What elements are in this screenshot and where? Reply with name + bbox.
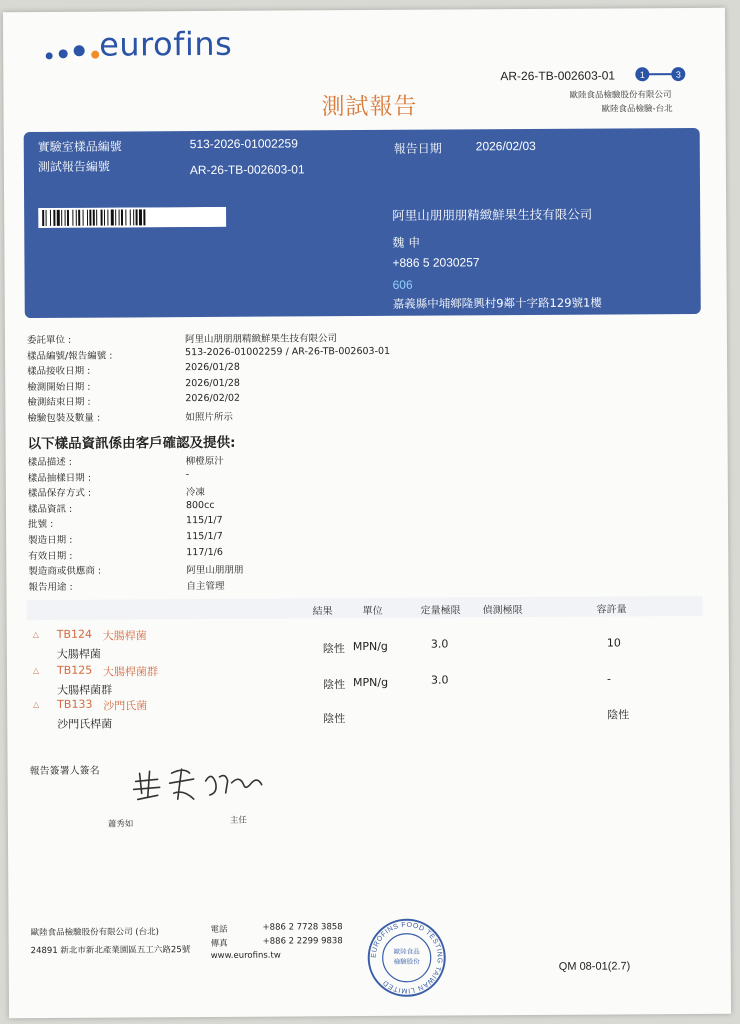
report-page bbox=[3, 8, 731, 1018]
test-name: 沙門氏桿菌 bbox=[57, 717, 113, 731]
sample-info-label: 樣品編號/報告編號 : bbox=[27, 350, 113, 362]
test-unit: MPN/g bbox=[352, 639, 388, 654]
company-branch-header: 歐陸食品檢驗-台北 bbox=[601, 104, 673, 115]
sample-info-label: 樣品接收日期 : bbox=[27, 365, 91, 378]
sample-info-label: 檢驗包裝及數量 : bbox=[27, 412, 101, 425]
test-code-name: 沙門氏菌 bbox=[103, 699, 148, 713]
sample-info-value: 2026/02/02 bbox=[185, 393, 241, 405]
company-seal-stamp bbox=[366, 918, 446, 998]
client-address: 嘉義縣中埔鄉隆興村9鄰十字路129號1樓 bbox=[392, 295, 602, 311]
col-header-unit: 單位 bbox=[362, 605, 383, 618]
client-info-value: 800cc bbox=[185, 499, 215, 511]
postcode: 606 bbox=[392, 277, 413, 292]
signer-title: 主任 bbox=[229, 815, 247, 826]
client-info-heading: 以下樣品資訊係由客戶確認及提供: bbox=[27, 434, 236, 453]
client-info-label: 樣品抽樣日期 : bbox=[27, 472, 92, 484]
col-header-result: 結果 bbox=[312, 606, 333, 618]
client-info-value: 115/1/7 bbox=[186, 515, 223, 527]
test-result: 陰性 bbox=[323, 712, 346, 726]
report-id: AR-26-TB-002603-01 bbox=[500, 68, 616, 84]
test-unit: MPN/g bbox=[352, 675, 389, 690]
footer-fax-label: 傳真 bbox=[210, 938, 228, 949]
contact-phone: +886 5 2030257 bbox=[392, 255, 480, 270]
svg-text:歐陸食品: 歐陸食品 bbox=[393, 947, 420, 956]
report-no-label: 測試報告編號 bbox=[37, 159, 110, 175]
client-info-label: 樣品描述 : bbox=[27, 456, 72, 469]
svg-text:檢驗股份: 檢驗股份 bbox=[393, 957, 420, 966]
sample-info-value: 如照片所示 bbox=[185, 411, 233, 424]
sample-info-value: 513-2026-01002259 / AR-26-TB-002603-01 bbox=[184, 345, 391, 358]
col-header-loq: 定量極限 bbox=[420, 605, 461, 617]
client-info-value: 自主管理 bbox=[186, 580, 225, 592]
col-header-lod: 偵測極限 bbox=[482, 605, 523, 617]
test-limit: 10 bbox=[606, 636, 621, 650]
client-info-label: 製造日期 : bbox=[28, 534, 73, 547]
client-info-label: 樣品資訊 : bbox=[27, 503, 73, 515]
sample-info-label: 檢測結束日期 : bbox=[27, 397, 91, 409]
client-info-value: 阿里山朋朋朋 bbox=[186, 564, 244, 577]
test-name: 大腸桿菌群 bbox=[57, 683, 113, 697]
footer-company: 歐陸食品檢驗股份有限公司 (台北) bbox=[30, 927, 159, 939]
test-code: TB133 bbox=[57, 697, 93, 711]
test-code-name: 大腸桿菌群 bbox=[102, 665, 159, 679]
client-info-value: 117/1/6 bbox=[186, 546, 223, 558]
client-info-label: 批號 : bbox=[28, 519, 54, 531]
client-info-value: 柳橙原汁 bbox=[185, 455, 224, 468]
signer-name: 蕭秀如 bbox=[107, 819, 134, 830]
test-code: TB125 bbox=[56, 663, 93, 677]
report-date-label: 報告日期 bbox=[393, 141, 442, 156]
test-loq: 3.0 bbox=[430, 637, 449, 651]
eurofins-logo: eurofins bbox=[99, 24, 233, 64]
lab-sample-no-label: 實驗室樣品編號 bbox=[37, 139, 122, 155]
expand-triangle-icon: △ bbox=[32, 630, 39, 640]
lab-sample-no: 513-2026-01002259 bbox=[189, 136, 298, 152]
svg-text:EUROFINS FOOD TESTING TAIWAN L: EUROFINS FOOD TESTING TAIWAN LIMITED bbox=[370, 921, 443, 994]
footer-tel: +886 2 7728 3858 bbox=[262, 922, 343, 933]
client-company: 阿里山朋朋朋精緻鮮果生技有限公司 bbox=[392, 206, 593, 223]
form-code: QM 08-01(2.7) bbox=[558, 960, 631, 973]
test-code-name: 大腸桿菌 bbox=[102, 629, 147, 643]
client-info-label: 樣品保存方式 : bbox=[27, 487, 92, 500]
test-result: 陰性 bbox=[323, 678, 346, 692]
footer-address: 24891 新北市新北產業園區五工六路25號 bbox=[30, 945, 191, 957]
client-info-label: 製造商或供應商 : bbox=[28, 565, 102, 578]
test-result: 陰性 bbox=[322, 642, 345, 656]
page-title: 測試報告 bbox=[321, 93, 418, 121]
contact-name: 魏 申 bbox=[392, 235, 421, 250]
sample-info-value: 2026/01/28 bbox=[185, 377, 241, 389]
page-total: 3 bbox=[675, 69, 681, 80]
sample-info-value: 2026/01/28 bbox=[185, 361, 240, 374]
footer-website: www.eurofins.tw bbox=[210, 950, 281, 961]
footer-tel-label: 電話 bbox=[210, 924, 228, 935]
client-info-label: 報告用途 : bbox=[28, 581, 73, 593]
footer-fax: +886 2 2299 9838 bbox=[262, 936, 343, 947]
sample-info-value: 阿里山朋朋朋精緻鮮果生技有限公司 bbox=[184, 333, 337, 346]
test-code: TB124 bbox=[56, 627, 93, 641]
expand-triangle-icon: △ bbox=[33, 700, 40, 710]
test-limit: - bbox=[606, 672, 612, 686]
test-limit: 陰性 bbox=[607, 708, 630, 722]
client-info-label: 有效日期 : bbox=[28, 550, 73, 562]
test-name: 大腸桿菌 bbox=[56, 647, 101, 661]
report-no: AR-26-TB-002603-01 bbox=[189, 162, 305, 178]
test-loq: 3.0 bbox=[430, 673, 449, 687]
client-info-value: 115/1/7 bbox=[186, 530, 223, 543]
page-indicator-icon bbox=[633, 66, 687, 82]
sample-info-label: 委託單位 : bbox=[26, 334, 72, 347]
page-current: 1 bbox=[639, 69, 645, 80]
barcode-image bbox=[38, 207, 226, 228]
expand-triangle-icon: △ bbox=[32, 666, 40, 676]
report-date: 2026/02/03 bbox=[475, 138, 536, 154]
sample-info-label: 檢測開始日期 : bbox=[27, 381, 91, 393]
col-header-limit: 容許量 bbox=[596, 604, 627, 616]
client-info-value: - bbox=[185, 468, 190, 480]
signature-label: 報告簽署人簽名 bbox=[29, 765, 100, 778]
client-info-value: 冷凍 bbox=[185, 487, 205, 499]
sample-summary-panel bbox=[24, 128, 701, 318]
company-name-header: 歐陸食品檢驗股份有限公司 bbox=[569, 90, 672, 101]
handwritten-signature bbox=[128, 759, 268, 808]
